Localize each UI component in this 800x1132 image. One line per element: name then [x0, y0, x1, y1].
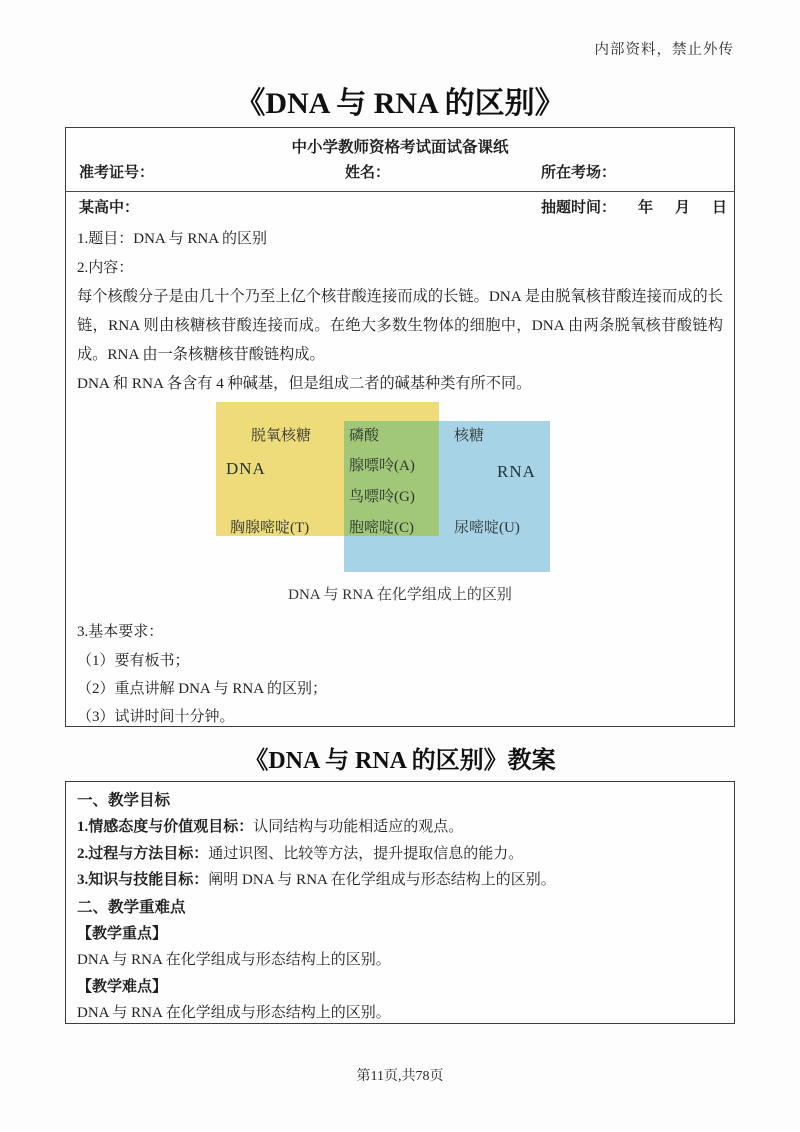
- content-paragraph: 每个核酸分子是由几十个乃至上亿个核苷酸连接而成的长链。DNA 是由脱氧核苷酸连接而成的长链，RNA 则由核糖核苷酸连接而成。在绝大多数生物体的细胞中，DNA 由两条脱氧核苷酸链构成。RNA 由一条核糖核苷酸链构成。: [77, 288, 723, 363]
- content-label: 2.内容：: [77, 260, 134, 276]
- prep-sheet-title: 中小学教师资格考试面试备课纸: [291, 139, 509, 156]
- draw-time-label: 抽题时间：: [541, 200, 617, 216]
- page-title: 《DNA 与 RNA 的区别》: [235, 87, 565, 120]
- dna-name-label: DNA: [226, 459, 266, 478]
- key-point-label: 【教学重点】: [77, 925, 168, 942]
- year-label: 年: [638, 200, 654, 216]
- dna-sugar-label: 脱氧核糖: [251, 428, 312, 444]
- requirement-item: （3）试讲时间十分钟。: [77, 709, 235, 725]
- adenine-label: 腺嘌呤(A): [349, 458, 415, 474]
- prep-sheet-box: [65, 127, 735, 727]
- page-number: 第11页,共78页: [356, 1069, 444, 1084]
- candidate-fields-row: [77, 161, 723, 186]
- rna-name-label: RNA: [497, 462, 536, 481]
- difficult-point-label: 【教学难点】: [77, 978, 168, 995]
- lesson-plan-title: 《DNA 与 RNA 的区别》教案: [244, 748, 556, 774]
- exam-room-label: 所在考场：: [541, 165, 617, 181]
- objective-label: 3.知识与技能目标：: [77, 872, 209, 888]
- requirement-item: （1）要有板书；: [77, 653, 190, 669]
- school-label: 某高中：: [79, 200, 140, 216]
- diagram-caption: DNA 与 RNA 在化学组成上的区别: [288, 587, 512, 603]
- admission-ticket-label: 准考证号：: [79, 165, 155, 181]
- objective-label: 2.过程与方法目标：: [77, 845, 209, 862]
- lesson-plan-box: [65, 781, 735, 1024]
- objective-text: 通过识图、比较等方法，提升提取信息的能力。: [208, 845, 524, 862]
- phosphate-label: 磷酸: [349, 428, 380, 444]
- key-point-text: DNA 与 RNA 在化学组成与形态结构上的区别。: [77, 952, 391, 968]
- requirement-item: （2）重点讲解 DNA 与 RNA 的区别；: [77, 681, 328, 697]
- requirements-label: 3.基本要求：: [77, 624, 164, 640]
- school-time-row: [77, 192, 728, 224]
- section-key-difficult-points: 二、教学重难点: [77, 898, 186, 916]
- uracil-label: 尿嘧啶(U): [454, 520, 520, 536]
- objective-text: 阐明 DNA 与 RNA 在化学组成与形态结构上的区别。: [208, 872, 556, 888]
- section-teaching-objectives: 一、教学目标: [77, 792, 171, 809]
- difficult-point-text: DNA 与 RNA 在化学组成与形态结构上的区别。: [77, 1005, 391, 1021]
- topic-line: 1.题目：DNA 与 RNA 的区别: [77, 231, 268, 247]
- guanine-label: 鸟嘌呤(G): [349, 489, 415, 505]
- confidential-note: 内部资料，禁止外传: [594, 42, 734, 58]
- rna-sugar-label: 核糖: [454, 428, 485, 444]
- month-label: 月: [675, 200, 691, 216]
- bases-paragraph: DNA 和 RNA 各含有 4 种碱基，但是组成二者的碱基种类有所不同。: [77, 375, 532, 392]
- day-label: 日: [712, 200, 728, 216]
- thymine-label: 胸腺嘧啶(T): [230, 520, 310, 536]
- objective-item: [77, 867, 723, 894]
- cytosine-label: 胞嘧啶(C): [349, 520, 414, 536]
- objective-text: 认同结构与功能相适应的观点。: [253, 819, 464, 835]
- venn-diagram: [77, 402, 723, 574]
- name-label: 姓名：: [345, 165, 391, 181]
- objective-item: [77, 814, 723, 841]
- objective-item: [77, 841, 723, 868]
- objective-label: 1.情感态度与价值观目标：: [77, 819, 254, 835]
